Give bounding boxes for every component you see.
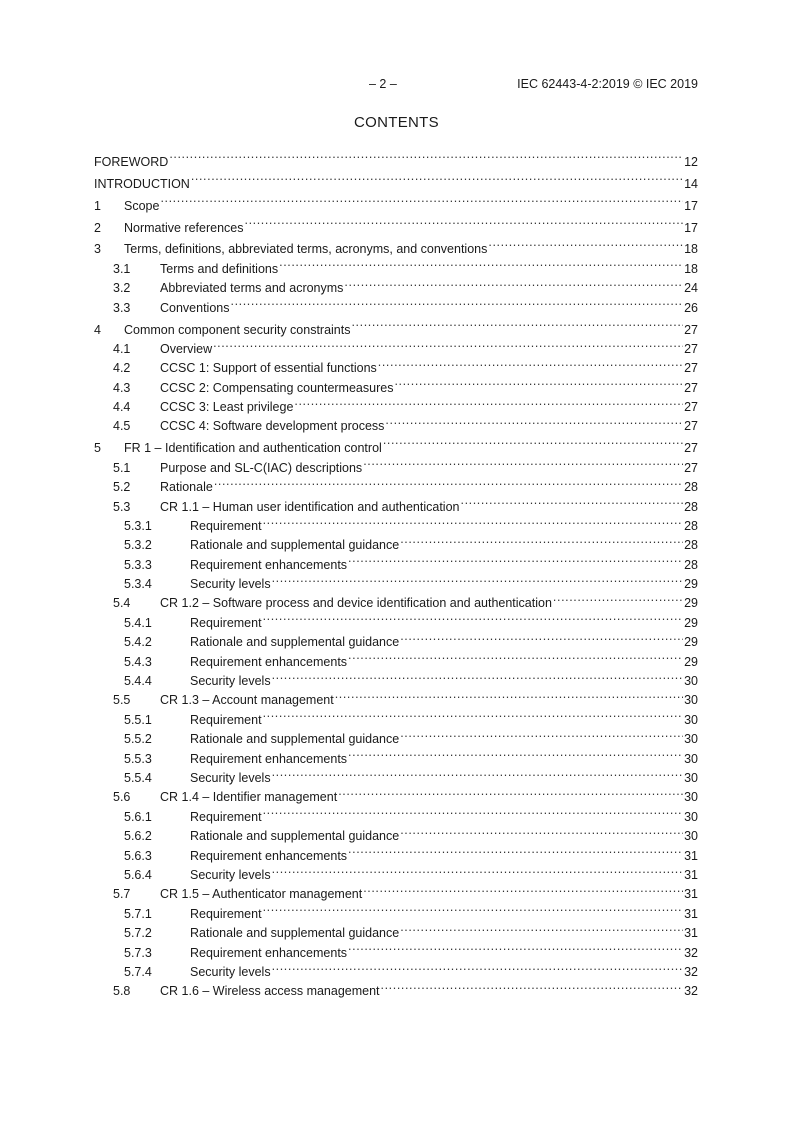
toc-entry-page: 30 [684,751,698,766]
toc-entry-page: 29 [684,615,698,630]
toc-entry-number: 4 [94,322,101,337]
toc-entry-title: Purpose and SL-C(IAC) descriptions [160,460,363,475]
toc-dot-leader [400,821,683,840]
toc-entry[interactable] [94,918,698,941]
toc-entry-page: 30 [684,674,698,689]
toc-entry-title: Abbreviated terms and acronyms [160,281,344,296]
toc-entry[interactable] [94,666,698,689]
toc-dot-leader [213,334,683,353]
toc-entry-title: Requirement [190,906,262,921]
toc-entry-title: Requirement enhancements [190,945,348,960]
toc-entry-title: Requirement [190,712,262,727]
toc-entry-title: Security levels [190,771,271,785]
toc-entry-title: INTRODUCTION [94,176,190,191]
toc-entry[interactable] [94,801,698,824]
toc-entry-number: 3.1 [113,261,131,276]
toc-entry[interactable] [94,452,698,475]
toc-dot-leader [160,188,683,210]
toc-entry-page: 27 [684,341,698,356]
toc-dot-leader [400,627,683,646]
toc-entry-title: Common component security constraints [124,322,351,337]
toc-entry-title: FR 1 – Identification and authentication control [124,441,382,456]
toc-entry-number: 3.2 [113,281,131,296]
toc-entry[interactable] [94,312,698,337]
toc-entry-title: Requirement [190,518,262,533]
toc-entry[interactable] [94,937,698,960]
toc-dot-leader [272,957,684,976]
toc-dot-leader [363,879,683,898]
toc-entry-number: 5.7.1 [124,906,152,921]
toc-entry-page: 28 [684,480,698,495]
toc-dot-leader [348,549,683,568]
toc-entry-number: 4.4 [113,400,131,415]
toc-entry[interactable] [94,511,698,533]
toc-entry-number: 5.3.1 [124,518,152,533]
toc-dot-leader [400,724,683,743]
toc-dot-leader [263,511,684,530]
toc-entry-page: 31 [684,926,698,941]
toc-entry-page: 27 [684,460,698,475]
toc-dot-leader [344,273,683,292]
toc-entry[interactable] [94,166,698,191]
toc-entry[interactable] [94,588,698,611]
toc-dot-leader [263,704,684,723]
toc-entry-number: 4.3 [113,380,131,395]
toc-entry-page: 27 [684,419,698,434]
toc-entry[interactable] [94,685,698,708]
toc-dot-leader [279,253,683,272]
toc-entry-number: 5.3 [113,499,131,514]
toc-entry-number: 5.1 [113,460,131,475]
toc-entry-title: Rationale and supplemental guidance [190,829,400,844]
toc-entry-page: 30 [684,829,698,844]
toc-entry-number: 5.4.1 [124,615,152,630]
toc-entry-page: 27 [684,441,698,456]
toc-dot-leader [348,840,683,859]
toc-entry-title: Requirement [190,615,262,630]
toc-dot-leader [351,312,683,334]
toc-entry-title: Security levels [190,867,271,882]
toc-entry-title: Rationale and supplemental guidance [190,635,400,650]
page-title: CONTENTS [354,114,439,131]
toc-entry[interactable] [94,549,698,572]
page-header [0,77,793,93]
toc-entry-page: 26 [684,300,698,315]
toc-entry-title: Rationale [160,480,213,495]
toc-dot-leader [378,353,683,372]
toc-entry-title: Terms and definitions [160,261,279,276]
toc-entry-number: 4.2 [113,361,131,376]
toc-entry[interactable] [94,569,698,592]
toc-entry-title: Conventions [160,300,230,315]
standard-reference: IEC 62443-4-2:2019 © IEC 2019 [517,77,698,91]
toc-dot-leader [348,937,683,956]
toc-entry-title: Security levels [190,964,271,979]
toc-entry[interactable] [94,530,698,553]
toc-entry-number: 5.7.2 [124,926,152,941]
toc-entry-title: CR 1.2 – Software process and device identification and authentication [160,596,552,611]
toc-dot-leader [245,210,684,232]
toc-entry-number: 5.5.1 [124,712,152,727]
toc-entry-title: CR 1.4 – Identifier management [160,790,338,805]
toc-entry[interactable] [94,210,698,235]
toc-dot-leader [214,472,683,491]
toc-entry-page: 28 [684,518,698,533]
toc-entry-number: 5.2 [113,480,131,495]
toc-entry[interactable] [94,743,698,766]
toc-entry-number: 5.3.2 [124,538,152,553]
toc-entry[interactable] [94,144,698,169]
toc-entry[interactable] [94,372,698,395]
toc-dot-leader [400,530,683,549]
toc-entry-page: 17 [684,220,698,235]
toc-entry-page: 28 [684,557,698,572]
toc-entry-number: 2 [94,220,101,235]
toc-entry-page: 29 [684,577,698,592]
toc-entry-title: Overview [160,341,213,356]
toc-entry-number: 5.4.4 [124,674,152,689]
toc-entry[interactable] [94,840,698,863]
toc-entry-number: 5.7.3 [124,945,152,960]
toc-dot-leader [272,666,684,685]
toc-entry-page: 12 [684,154,698,169]
toc-entry[interactable] [94,821,698,844]
toc-dot-leader [191,166,683,188]
toc-entry[interactable] [94,646,698,669]
toc-entry-page: 27 [684,380,698,395]
toc-entry-title: CCSC 1: Support of essential functions [160,361,377,376]
toc-dot-leader [272,860,684,879]
toc-entry-number: 1 [94,198,101,213]
toc-entry-number: 5.6.4 [124,867,152,882]
toc-entry-title: CR 1.3 – Account management [160,693,334,708]
toc-entry-page: 29 [684,635,698,650]
toc-dot-leader [263,607,684,626]
toc-entry-number: 3.3 [113,300,131,315]
toc-entry-number: 5 [94,441,101,456]
toc-entry[interactable] [94,491,698,514]
toc-entry-page: 32 [684,945,698,960]
toc-entry-number: 5.3.3 [124,557,152,572]
toc-dot-leader [294,392,683,411]
toc-entry-title: Requirement [190,809,262,824]
toc-entry-title: Requirement enhancements [190,557,348,572]
toc-entry-number: 5.5 [113,693,131,708]
toc-entry-page: 31 [684,906,698,921]
toc-entry[interactable] [94,334,698,356]
toc-dot-leader [381,976,684,995]
toc-dot-leader [385,411,683,430]
toc-entry-title: Security levels [190,577,271,592]
toc-entry[interactable] [94,627,698,650]
toc-entry[interactable] [94,472,698,495]
toc-entry[interactable] [94,704,698,727]
toc-entry-number: 5.5.4 [124,771,152,785]
toc-entry-title: CR 1.5 – Authenticator management [160,887,363,902]
toc-entry-page: 30 [684,693,698,708]
page-number: – 2 – [369,77,397,91]
toc-entry-page: 18 [684,242,698,257]
toc-entry[interactable] [94,253,698,276]
toc-dot-leader [348,646,683,665]
toc-entry-page: 27 [684,361,698,376]
toc-entry-page: 29 [684,596,698,611]
toc-entry-number: 5.6.3 [124,848,152,863]
toc-entry-page: 27 [684,322,698,337]
toc-entry[interactable] [94,232,698,257]
toc-entry-number: 5.5.3 [124,751,152,766]
toc-entry-page: 32 [684,964,698,979]
toc-entry-page: 27 [684,400,698,415]
toc-dot-leader [263,801,684,820]
toc-entry[interactable] [94,292,698,315]
toc-entry-page: 24 [684,281,698,296]
toc-dot-leader [263,898,684,917]
toc-entry-page: 17 [684,198,698,213]
toc-entry-number: 5.4 [113,596,131,611]
toc-entry[interactable] [94,860,698,882]
toc-entry-title: Requirement enhancements [190,848,348,863]
toc-entry-title: Terms, definitions, abbreviated terms, acronyms, and conventions [124,242,488,257]
toc-entry-number: 5.6.2 [124,829,152,844]
toc-entry-page: 29 [684,654,698,669]
toc-entry-title: CCSC 2: Compensating countermeasures [160,380,394,395]
toc-entry-title: Requirement enhancements [190,654,348,669]
toc-dot-leader [272,569,684,588]
toc-entry-page: 30 [684,790,698,805]
toc-entry[interactable] [94,411,698,434]
toc-dot-leader [338,782,683,801]
toc-dot-leader [400,918,683,937]
toc-entry-number: 5.4.3 [124,654,152,669]
toc-dot-leader [394,372,683,391]
toc-entry[interactable] [94,273,698,296]
toc-entry[interactable] [94,430,698,456]
toc-entry[interactable] [94,724,698,747]
toc-entry-title: Security levels [190,674,271,689]
toc-entry-title: Rationale and supplemental guidance [190,538,400,553]
toc-entry[interactable] [94,353,698,376]
toc-entry-title: CR 1.1 – Human user identification and authentication [160,499,460,514]
toc-entry-title: Scope [124,198,160,213]
toc-entry-number: 5.7.4 [124,964,152,979]
toc-entry-title: CCSC 4: Software development process [160,419,385,434]
toc-entry-number: 5.3.4 [124,577,152,592]
toc-entry-page: 31 [684,848,698,863]
toc-entry-page: 30 [684,809,698,824]
toc-entry-title: CR 1.6 – Wireless access management [160,984,380,999]
toc-entry[interactable] [94,392,698,415]
toc-dot-leader [461,491,684,510]
toc-entry[interactable] [94,898,698,921]
toc-entry-number: 4.1 [113,341,131,356]
toc-entry-page: 30 [684,732,698,747]
toc-entry-page: 18 [684,261,698,276]
toc-entry-page: 31 [684,887,698,902]
toc-entry-page: 30 [684,712,698,727]
toc-entry-number: 3 [94,242,101,257]
toc-entry-page: 31 [684,867,698,882]
toc-entry[interactable] [94,763,698,785]
toc-entry[interactable] [94,976,698,999]
toc-entry-title: Rationale and supplemental guidance [190,732,400,747]
toc-entry[interactable] [94,957,698,979]
toc-entry-number: 5.6.1 [124,809,152,824]
toc-entry-page: 28 [684,499,698,514]
toc-entry-page: 32 [684,984,698,999]
toc-entry-page: 30 [684,771,698,785]
toc-dot-leader [348,743,683,762]
toc-dot-leader [335,685,683,704]
toc-entry-title: Normative references [124,220,244,235]
toc-dot-leader [272,763,684,782]
toc-entry-number: 5.4.2 [124,635,152,650]
toc-dot-leader [553,588,683,607]
table-of-contents [94,144,698,999]
toc-entry-number: 5.6 [113,790,131,805]
toc-dot-leader [383,430,683,452]
toc-dot-leader [363,452,683,471]
toc-entry[interactable] [94,607,698,630]
toc-dot-leader [488,232,683,254]
toc-entry[interactable] [94,879,698,902]
toc-dot-leader [169,144,683,166]
toc-entry-number: 5.7 [113,887,131,902]
toc-entry-page: 14 [684,176,698,191]
toc-entry-title: Requirement enhancements [190,751,348,766]
toc-entry-number: 5.5.2 [124,732,152,747]
toc-dot-leader [231,292,684,311]
toc-entry[interactable] [94,188,698,213]
toc-entry-title: Rationale and supplemental guidance [190,926,400,941]
toc-entry-page: 28 [684,538,698,553]
toc-entry-title: CCSC 3: Least privilege [160,400,294,415]
toc-entry-title: FOREWORD [94,154,169,169]
toc-entry[interactable] [94,782,698,805]
toc-entry-number: 4.5 [113,419,131,434]
toc-entry-number: 5.8 [113,984,131,999]
